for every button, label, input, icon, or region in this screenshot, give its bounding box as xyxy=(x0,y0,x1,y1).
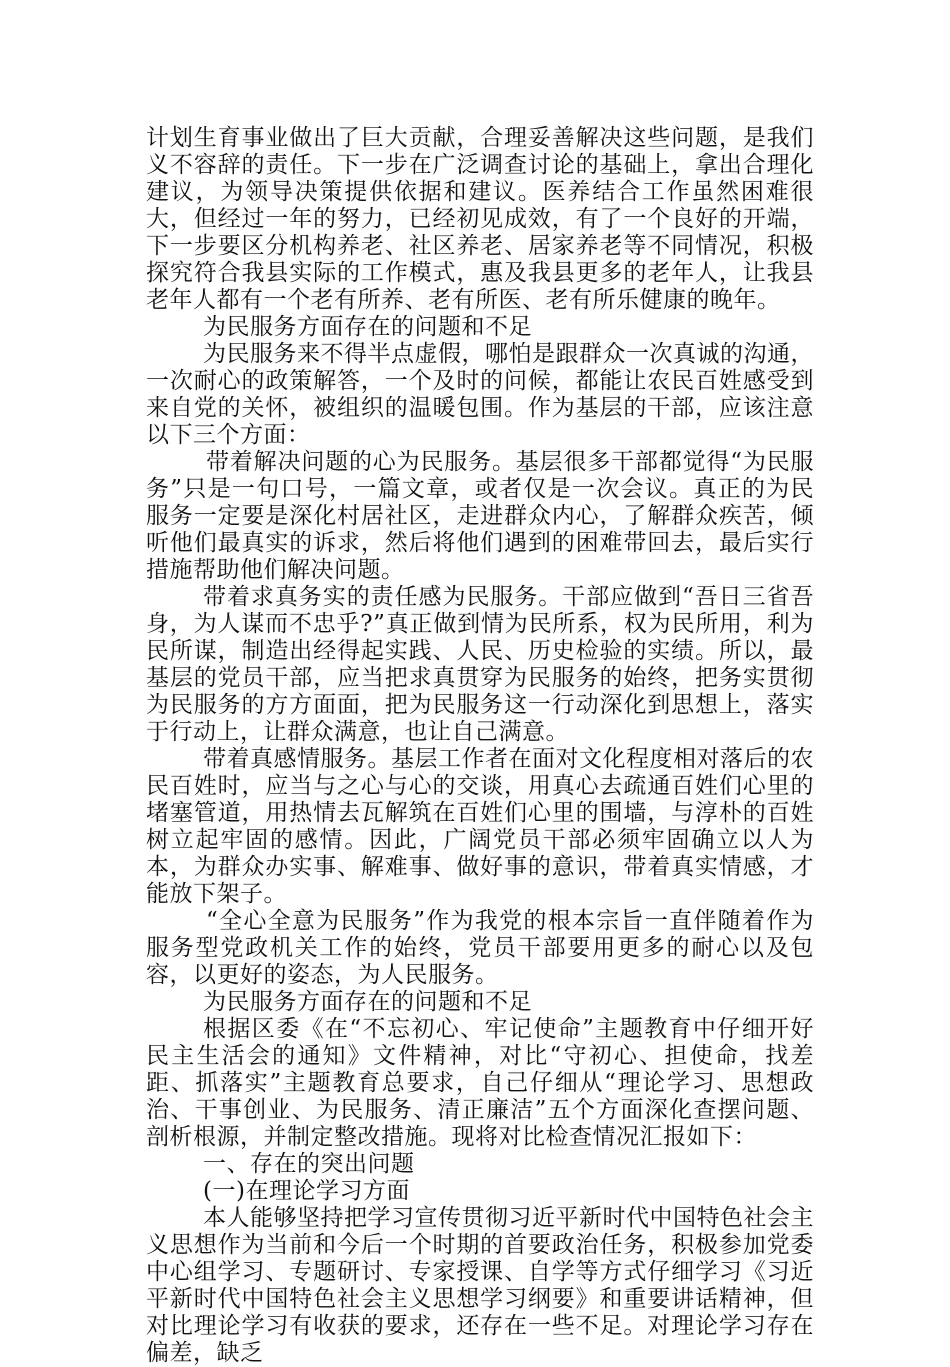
section-heading-service-issues-2: 为民服务方面存在的问题和不足 xyxy=(203,989,532,1015)
document-body xyxy=(146,125,814,1367)
paragraph-service-intro: 为民服务来不得半点虚假，哪怕是跟群众一次真诚的沟通，一次耐心的政策解答，一个及时的问候，都能让农民百姓感受到来自党的关怀，被组织的温暖包围。作为基层的干部，应该注意以下三个方面： xyxy=(146,341,814,448)
paragraph-wholehearted-service: “全心全意为民服务”作为我党的根本宗旨一直伴随着作为服务型党政机关工作的始终，党员干部要用更多的耐心以及包容，以更好的姿态，为人民服务。 xyxy=(146,908,814,988)
section-heading-service-issues: 为民服务方面存在的问题和不足 xyxy=(203,314,532,340)
paragraph-true-feelings: 带着真感情服务。基层工作者在面对文化程度相对落后的农民百姓时，应当与之心与心的交谈，用真心去疏通百姓们心里的堵塞管道，用热情去瓦解筑在百姓们心里的围墙，与淳朴的百姓树立起牢固的感情。因此，广阔党员干部必须牢固确立以人为本，为群众办实事、解难事、做好事的意识，带着真实情感，才能放下架子。 xyxy=(146,746,814,907)
heading-theory-study: (一)在理论学习方面 xyxy=(203,1178,410,1204)
paragraph-elderly-care: 计划生育事业做出了巨大贡献，合理妥善解决这些问题，是我们义不容辞的责任。下一步在广泛调查讨论的基础上，拿出合理化建议，为领导决策提供依据和建议。医养结合工作虽然困难很大，但经过一年的努力，已经初见成效，有了一个良好的开端，下一步要区分机构养老、社区养老、居家养老等不同情况，积极探究符合我县实际的工作模式，惠及我县更多的老年人，让我县老年人都有一个老有所养、老有所医、老有所乐健康的晚年。 xyxy=(146,125,814,313)
paragraph-solve-problems: 带着解决问题的心为民服务。基层很多干部都觉得“为民服务”只是一句口号，一篇文章，或者仅是一次会议。真正的为民服务一定要是深化村居社区，走进群众内心，了解群众疾苦，倾听他们最真实的诉求，然后将他们遇到的困难带回去，最后实行措施帮助他们解决问题。 xyxy=(146,449,814,583)
paragraph-district-notice: 根据区委《在“不忘初心、牢记使命”主题教育中仔细开好民主生活会的通知》文件精神，对比“守初心、担使命，找差距、抓落实”主题教育总要求，自己仔细从“理论学习、思想政治、干事创业、为民服务、清正廉洁”五个方面深化查摆问题、剖析根源，并制定整改措施。现将对比检查情况汇报如下： xyxy=(146,1016,814,1150)
paragraph-responsibility: 带着求真务实的责任感为民服务。干部应做到“吾日三省吾身，为人谋而不忠乎?”真正做到情为民所系，权为民所用，利为民所谋，制造出经得起实践、人民、历史检验的实绩。所以，最基层的党员干部，应当把求真贯穿为民服务的始终，把务实贯彻为民服务的方方面面，把为民服务这一行动深化到思想上，落实于行动上，让群众满意，也让自己满意。 xyxy=(146,584,814,745)
paragraph-theory-study: 本人能够坚持把学习宣传贯彻习近平新时代中国特色社会主义思想作为当前和今后一个时期的首要政治任务，积极参加党委中心组学习、专题研讨、专家授课、自学等方式仔细学习《习近平新时代中国特色社会主义思想学习纲要》和重要讲话精神，但对比理论学习有收获的要求，还存在一些不足。对理论学习存在偏差，缺乏 xyxy=(146,1205,814,1366)
heading-outstanding-problems: 一、存在的突出问题 xyxy=(203,1151,415,1177)
